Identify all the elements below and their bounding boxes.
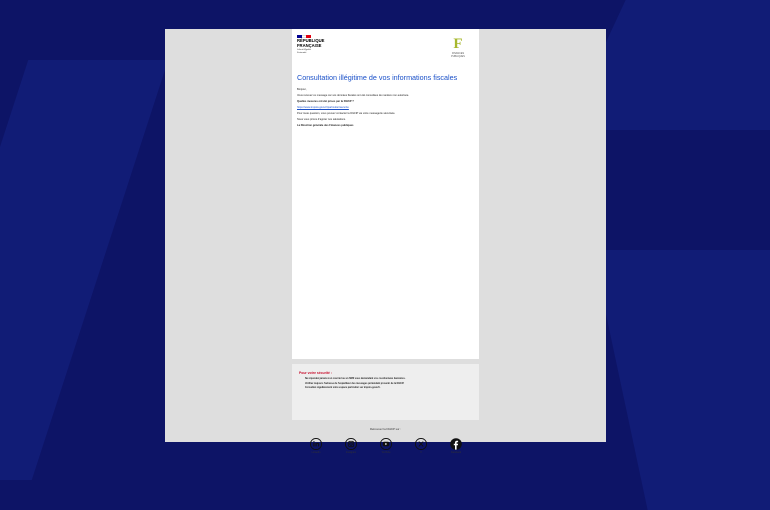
email-greeting: Bonjour, [297,88,307,91]
social-linkedin[interactable] [305,438,327,454]
email-text [292,82,479,127]
brand-label: FINANCES PUBLIQUES [451,52,465,58]
email-signature: La Direction générale des Finances publiques [297,124,354,128]
social-label: X [420,451,422,454]
youtube-icon [380,438,392,450]
email-paragraph: Pour toute question, vous pouvez contacter la DGFiP via votre messagerie sécurisée. [297,111,396,115]
government-motto: Liberté Égalité Fraternité [297,49,311,54]
finances-publiques-logo [445,37,471,58]
email-header [292,29,479,63]
social-instagram[interactable] [340,438,362,454]
social-x[interactable] [410,438,432,454]
section-heading: Quelles mesures ont été prises par la DGFiP ? [297,99,354,103]
background-shape [0,60,168,480]
social-youtube[interactable] [375,438,397,454]
tips-title: Pour votre sécurité : [299,371,332,375]
email-preview-panel [165,29,606,454]
linkedin-icon [310,438,322,450]
social-label: Facebook [450,451,462,454]
tips-list [292,378,479,390]
security-tips-box [292,364,479,420]
email-closing: Nous vous prions d'agréer nos salutations. [297,117,346,121]
social-label: Instagram [345,451,357,454]
email-body [292,29,479,359]
x-icon [415,438,427,450]
security-link[interactable]: https://www.impots.gouv.fr/particulier/securite [297,105,349,109]
instagram-icon [345,438,357,450]
finances-publiques-icon: F [453,36,463,52]
follow-label: Retrouvez la DGFiP sur : [369,427,402,431]
email-link-paragraph [297,106,474,109]
background-shape [592,250,770,510]
facebook-icon [450,438,462,450]
email-title: Consultation illégitime de vos informations fiscales [297,73,458,82]
social-facebook[interactable] [445,438,467,454]
government-name: RÉPUBLIQUE FRANÇAISE [297,38,325,48]
email-paragraph: Vous recevez ce message car vos données fiscales ont été consultées de manière non autorisée. [297,93,410,97]
social-label: YouTube [381,451,391,454]
tip-item: • Consultez régulièrement votre espace particulier sur impots.gouv.fr. [305,387,473,390]
tip-item: • Ne répondez jamais à un courriel ou un SMS vous demandant vos coordonnées bancaires. [305,378,473,381]
social-links [305,438,467,454]
tip-item: • Vérifiez toujours l'adresse de l'expéditeur des messages prétendant provenir de la DGFiP. [305,383,473,386]
social-label: LinkedIn [311,451,321,454]
